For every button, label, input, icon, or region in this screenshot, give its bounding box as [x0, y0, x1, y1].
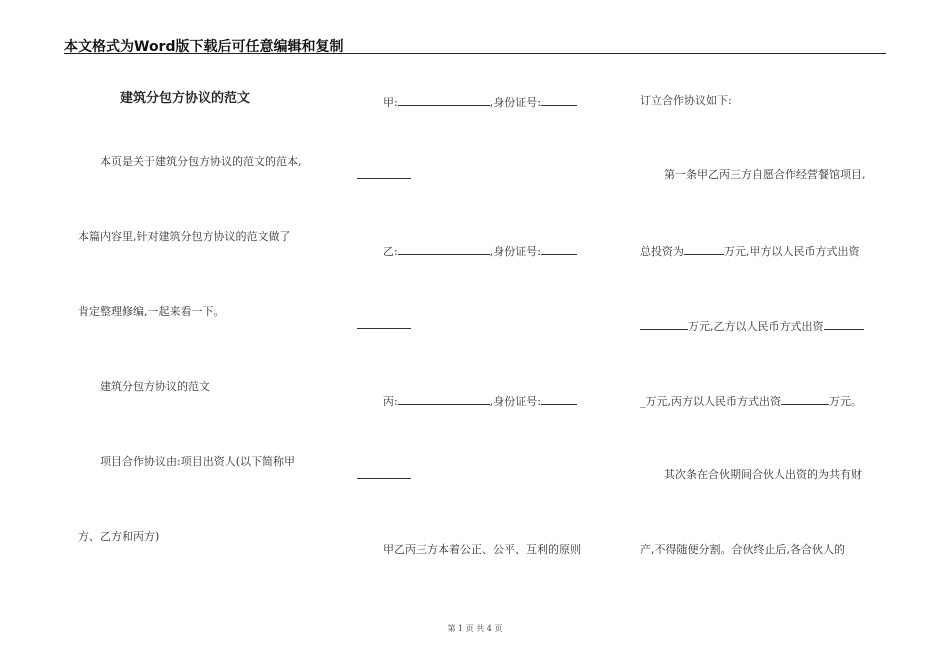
- article-one-line: 第一条甲乙丙三方自愿合作经营餐馆项目,: [664, 168, 866, 181]
- text-segment: 万元,乙方以人民币方式出资: [688, 320, 824, 333]
- paragraph-line: 产,不得随便分割。合伙终止后,各合伙人的: [640, 543, 845, 556]
- document-title: 建筑分包方协议的范文: [120, 91, 251, 106]
- text-segment: _万元,丙方以人民币方式出资: [640, 395, 781, 408]
- paragraph-line: 甲乙丙三方本着公正、公平、互利的原则: [383, 543, 581, 556]
- section-heading: 建筑分包方协议的范文: [100, 380, 210, 393]
- party-jia-label: 甲:: [383, 96, 398, 109]
- document-banner: 本文格式为Word版下载后可任意编辑和复制: [64, 39, 344, 55]
- id-number-label: ,身份证号:: [489, 395, 541, 408]
- name-blank: [398, 393, 490, 405]
- party-bing-line: [383, 393, 577, 409]
- name-blank: [398, 94, 490, 106]
- header-rule: [64, 53, 886, 54]
- amount-blank: [824, 318, 864, 330]
- investment-line: [640, 243, 860, 259]
- id-blank: [541, 243, 577, 255]
- page-number: 第 1 页 共 4 页: [447, 624, 503, 633]
- continuation-blank: [357, 317, 411, 329]
- id-blank: [541, 94, 577, 106]
- id-number-label: ,身份证号:: [489, 96, 541, 109]
- continuation-blank: [357, 167, 411, 179]
- party-bing-label: 丙:: [383, 395, 398, 408]
- paragraph-line: 肯定整理修编,一起来看一下。: [78, 305, 225, 318]
- amount-blank: [640, 318, 688, 330]
- paragraph-line: 本篇内容里,针对建筑分包方协议的范文做了: [78, 230, 291, 243]
- paragraph-line: 订立合作协议如下:: [640, 94, 732, 107]
- paragraph-line: 项目合作协议由:项目出资人(以下简称甲: [100, 455, 295, 468]
- amount-blank: [684, 243, 724, 255]
- text-segment: 总投资为: [640, 245, 684, 258]
- id-blank: [541, 393, 577, 405]
- investment-line: [640, 318, 864, 334]
- paragraph-line: 方、乙方和丙方): [78, 530, 160, 543]
- text-segment: 万元,甲方以人民币方式出资: [724, 245, 860, 258]
- paragraph-line: 本页是关于建筑分包方协议的范文的范本,: [100, 155, 302, 168]
- article-two-line: 其次条在合伙期间合伙人出资的为共有财: [664, 468, 862, 481]
- id-number-label: ,身份证号:: [489, 245, 541, 258]
- name-blank: [398, 243, 490, 255]
- party-yi-label: 乙:: [383, 245, 398, 258]
- text-segment: 万元。: [829, 395, 862, 408]
- amount-blank: [781, 393, 829, 405]
- party-jia-line: [383, 94, 577, 110]
- investment-line: [640, 393, 862, 409]
- continuation-blank: [357, 467, 411, 479]
- party-yi-line: [383, 243, 577, 259]
